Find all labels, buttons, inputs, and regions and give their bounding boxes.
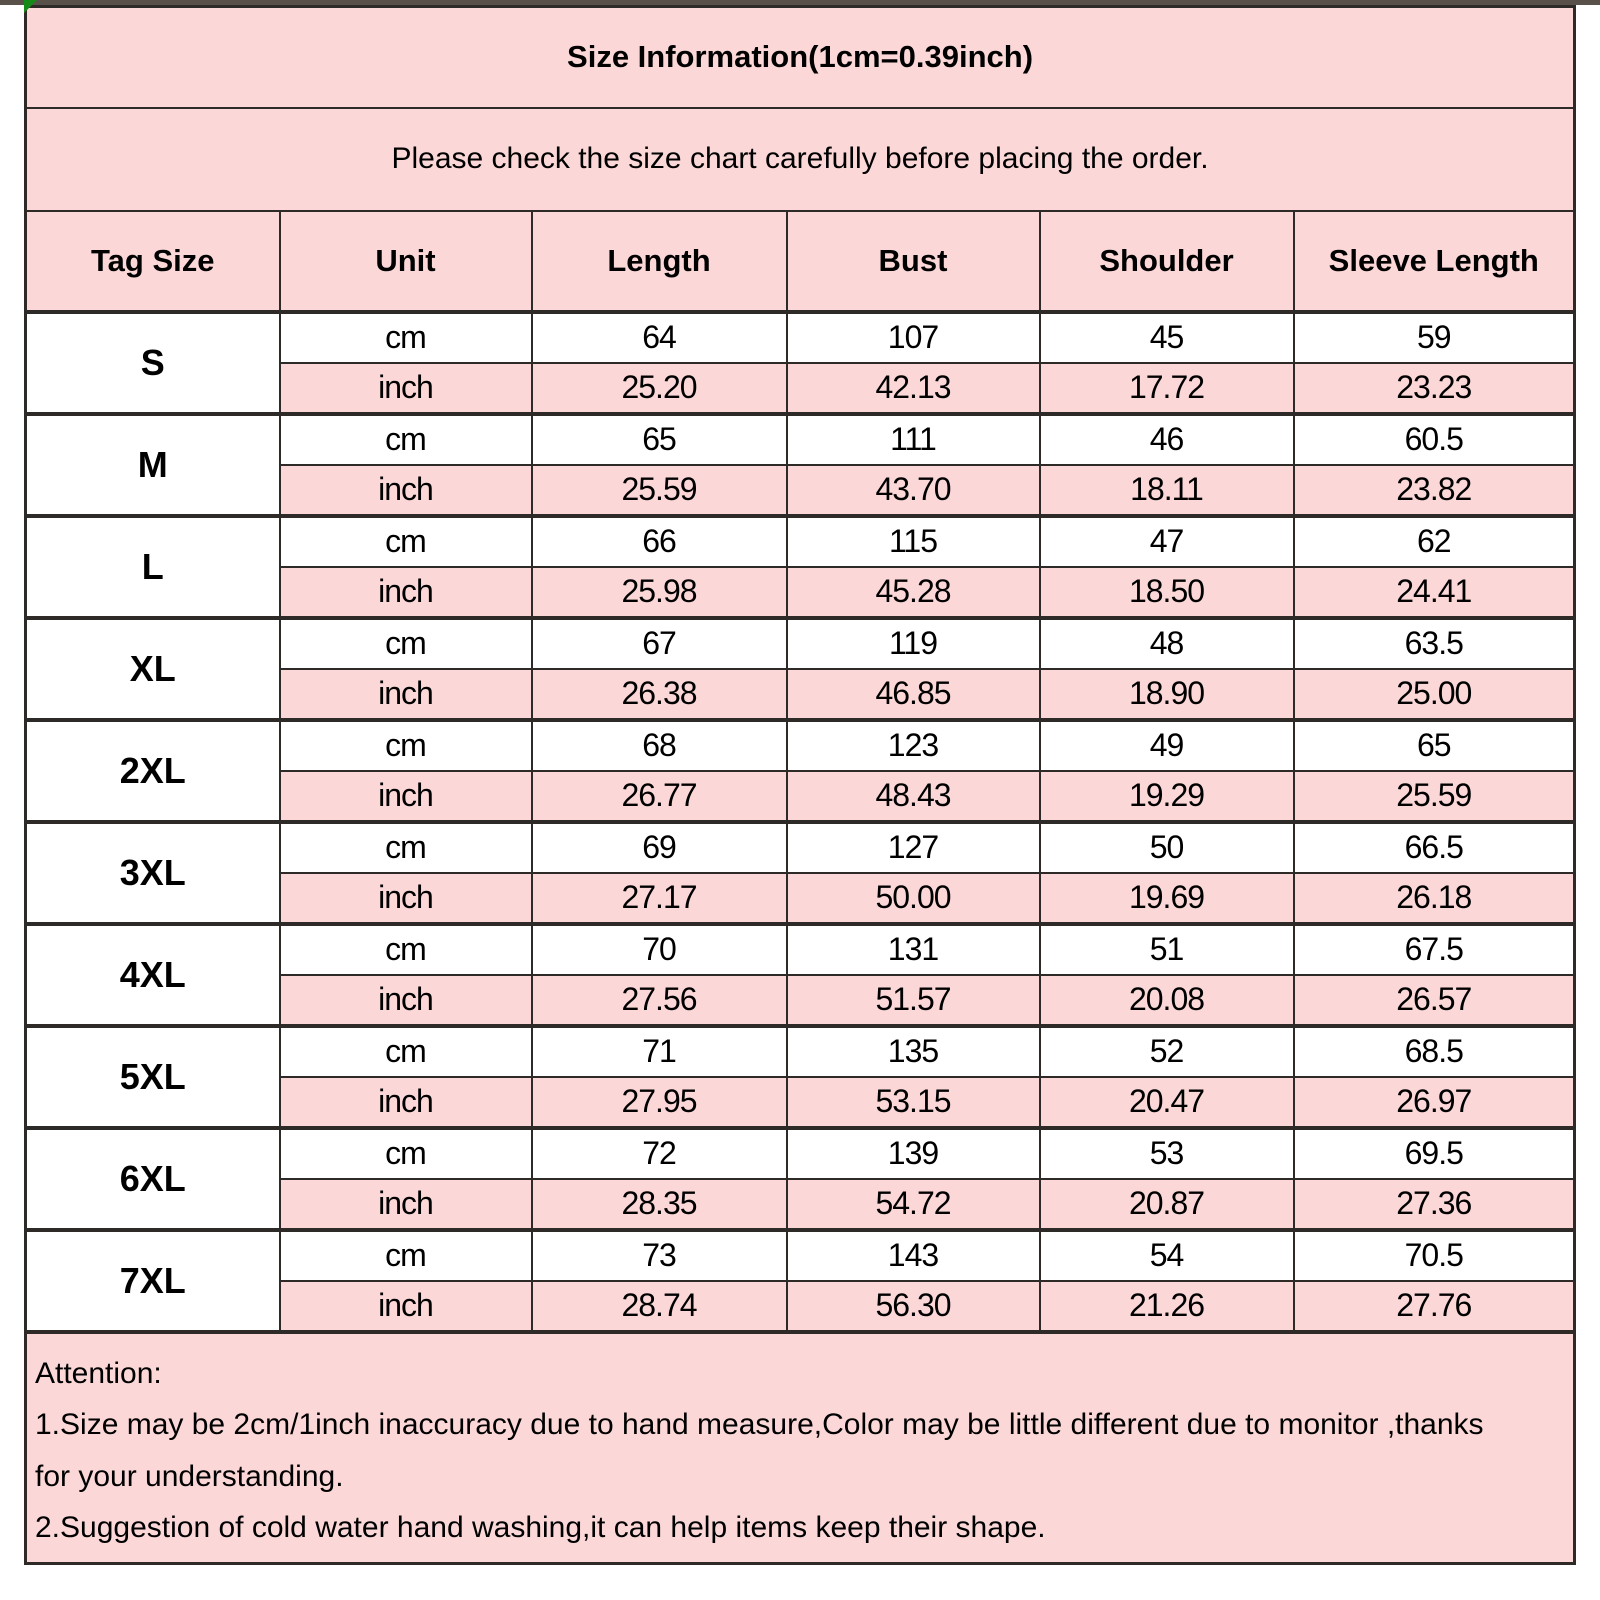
measurement-value-cm: 143 bbox=[787, 1230, 1040, 1281]
measurement-value-cm: 119 bbox=[787, 618, 1040, 669]
measurement-value-cm: 70.5 bbox=[1294, 1230, 1575, 1281]
measurement-value-inch: 45.28 bbox=[787, 567, 1040, 618]
measurement-value-inch: 46.85 bbox=[787, 669, 1040, 720]
measurement-value-inch: 18.50 bbox=[1040, 567, 1294, 618]
measurement-value-inch: 18.90 bbox=[1040, 669, 1294, 720]
measurement-value-inch: 19.69 bbox=[1040, 873, 1294, 924]
measurement-value-cm: 69 bbox=[532, 822, 787, 873]
measurement-value-cm: 46 bbox=[1040, 414, 1294, 465]
measurement-value-inch: 20.87 bbox=[1040, 1179, 1294, 1230]
unit-label-inch: inch bbox=[280, 771, 532, 822]
column-header-shoulder: Shoulder bbox=[1040, 211, 1294, 312]
tag-size-cell: S bbox=[26, 312, 280, 414]
size-row-cm bbox=[26, 312, 1575, 363]
unit-label-cm: cm bbox=[280, 1026, 532, 1077]
unit-label-inch: inch bbox=[280, 567, 532, 618]
measurement-value-inch: 28.74 bbox=[532, 1281, 787, 1332]
measurement-value-inch: 26.97 bbox=[1294, 1077, 1575, 1128]
unit-label-cm: cm bbox=[280, 924, 532, 975]
green-corner-marker-icon bbox=[24, 0, 37, 13]
unit-label-inch: inch bbox=[280, 975, 532, 1026]
measurement-value-cm: 48 bbox=[1040, 618, 1294, 669]
measurement-value-inch: 27.36 bbox=[1294, 1179, 1575, 1230]
size-row-cm bbox=[26, 924, 1575, 975]
measurement-value-inch: 20.47 bbox=[1040, 1077, 1294, 1128]
tag-size-cell: XL bbox=[26, 618, 280, 720]
unit-label-inch: inch bbox=[280, 1179, 532, 1230]
unit-label-cm: cm bbox=[280, 414, 532, 465]
tag-size-cell: 6XL bbox=[26, 1128, 280, 1230]
measurement-value-inch: 51.57 bbox=[787, 975, 1040, 1026]
measurement-value-inch: 19.29 bbox=[1040, 771, 1294, 822]
measurement-value-inch: 42.13 bbox=[787, 363, 1040, 414]
measurement-value-cm: 65 bbox=[532, 414, 787, 465]
unit-label-cm: cm bbox=[280, 516, 532, 567]
measurement-value-inch: 26.77 bbox=[532, 771, 787, 822]
measurement-value-cm: 70 bbox=[532, 924, 787, 975]
unit-label-inch: inch bbox=[280, 873, 532, 924]
measurement-value-cm: 71 bbox=[532, 1026, 787, 1077]
size-row-cm bbox=[26, 618, 1575, 669]
measurement-value-inch: 23.23 bbox=[1294, 363, 1575, 414]
size-table bbox=[24, 5, 1576, 1565]
measurement-value-inch: 26.57 bbox=[1294, 975, 1575, 1026]
measurement-value-cm: 66 bbox=[532, 516, 787, 567]
measurement-value-cm: 51 bbox=[1040, 924, 1294, 975]
unit-label-inch: inch bbox=[280, 1281, 532, 1332]
measurement-value-cm: 73 bbox=[532, 1230, 787, 1281]
measurement-value-cm: 67 bbox=[532, 618, 787, 669]
tag-size-cell: 4XL bbox=[26, 924, 280, 1026]
unit-label-cm: cm bbox=[280, 312, 532, 363]
tag-size-cell: 5XL bbox=[26, 1026, 280, 1128]
measurement-value-inch: 50.00 bbox=[787, 873, 1040, 924]
measurement-value-inch: 18.11 bbox=[1040, 465, 1294, 516]
table-header-row bbox=[26, 211, 1575, 312]
unit-label-cm: cm bbox=[280, 1128, 532, 1179]
attention-row bbox=[26, 1332, 1575, 1564]
measurement-value-inch: 27.76 bbox=[1294, 1281, 1575, 1332]
unit-label-cm: cm bbox=[280, 720, 532, 771]
measurement-value-inch: 26.38 bbox=[532, 669, 787, 720]
unit-label-cm: cm bbox=[280, 1230, 532, 1281]
measurement-value-cm: 135 bbox=[787, 1026, 1040, 1077]
measurement-value-inch: 20.08 bbox=[1040, 975, 1294, 1026]
measurement-value-inch: 25.59 bbox=[1294, 771, 1575, 822]
measurement-value-inch: 53.15 bbox=[787, 1077, 1040, 1128]
attention-note-1: 1.Size may be 2cm/1inch inaccuracy due to hand measure,Color may be little different due to monitor ,thanks for your understanding. bbox=[35, 1408, 1484, 1493]
measurement-value-cm: 68 bbox=[532, 720, 787, 771]
measurement-value-cm: 123 bbox=[787, 720, 1040, 771]
tag-size-cell: L bbox=[26, 516, 280, 618]
measurement-value-cm: 127 bbox=[787, 822, 1040, 873]
measurement-value-cm: 63.5 bbox=[1294, 618, 1575, 669]
size-row-cm bbox=[26, 720, 1575, 771]
measurement-value-cm: 54 bbox=[1040, 1230, 1294, 1281]
measurement-value-inch: 17.72 bbox=[1040, 363, 1294, 414]
unit-label-inch: inch bbox=[280, 363, 532, 414]
measurement-value-inch: 24.41 bbox=[1294, 567, 1575, 618]
measurement-value-cm: 115 bbox=[787, 516, 1040, 567]
measurement-value-cm: 47 bbox=[1040, 516, 1294, 567]
size-row-cm bbox=[26, 516, 1575, 567]
measurement-value-inch: 54.72 bbox=[787, 1179, 1040, 1230]
measurement-value-cm: 59 bbox=[1294, 312, 1575, 363]
size-row-cm bbox=[26, 1128, 1575, 1179]
subtitle-row bbox=[26, 108, 1575, 211]
column-header-sleeve-length: Sleeve Length bbox=[1294, 211, 1575, 312]
measurement-value-cm: 45 bbox=[1040, 312, 1294, 363]
measurement-value-inch: 56.30 bbox=[787, 1281, 1040, 1332]
measurement-value-inch: 25.98 bbox=[532, 567, 787, 618]
measurement-value-cm: 68.5 bbox=[1294, 1026, 1575, 1077]
measurement-value-inch: 27.56 bbox=[532, 975, 787, 1026]
measurement-value-cm: 69.5 bbox=[1294, 1128, 1575, 1179]
measurement-value-cm: 67.5 bbox=[1294, 924, 1575, 975]
size-row-cm bbox=[26, 1026, 1575, 1077]
tag-size-cell: 3XL bbox=[26, 822, 280, 924]
measurement-value-cm: 111 bbox=[787, 414, 1040, 465]
column-header-tag-size: Tag Size bbox=[26, 211, 280, 312]
measurement-value-cm: 64 bbox=[532, 312, 787, 363]
measurement-value-inch: 27.95 bbox=[532, 1077, 787, 1128]
measurement-value-cm: 139 bbox=[787, 1128, 1040, 1179]
size-row-cm bbox=[26, 1230, 1575, 1281]
page-title: Size Information(1cm=0.39inch) bbox=[26, 7, 1575, 108]
measurement-value-cm: 62 bbox=[1294, 516, 1575, 567]
measurement-value-inch: 23.82 bbox=[1294, 465, 1575, 516]
measurement-value-cm: 107 bbox=[787, 312, 1040, 363]
unit-label-inch: inch bbox=[280, 1077, 532, 1128]
tag-size-cell: 7XL bbox=[26, 1230, 280, 1332]
size-row-cm bbox=[26, 414, 1575, 465]
title-row bbox=[26, 7, 1575, 108]
unit-label-cm: cm bbox=[280, 822, 532, 873]
size-row-cm bbox=[26, 822, 1575, 873]
measurement-value-cm: 52 bbox=[1040, 1026, 1294, 1077]
size-table-body bbox=[26, 312, 1575, 1332]
measurement-value-inch: 26.18 bbox=[1294, 873, 1575, 924]
measurement-value-cm: 131 bbox=[787, 924, 1040, 975]
attention-heading: Attention: bbox=[35, 1356, 162, 1390]
measurement-value-inch: 48.43 bbox=[787, 771, 1040, 822]
unit-label-inch: inch bbox=[280, 669, 532, 720]
measurement-value-inch: 43.70 bbox=[787, 465, 1040, 516]
measurement-value-inch: 28.35 bbox=[532, 1179, 787, 1230]
measurement-value-cm: 72 bbox=[532, 1128, 787, 1179]
measurement-value-cm: 65 bbox=[1294, 720, 1575, 771]
page-subtitle: Please check the size chart carefully before placing the order. bbox=[26, 108, 1575, 211]
measurement-value-cm: 60.5 bbox=[1294, 414, 1575, 465]
column-header-bust: Bust bbox=[787, 211, 1040, 312]
measurement-value-inch: 27.17 bbox=[532, 873, 787, 924]
column-header-unit: Unit bbox=[280, 211, 532, 312]
tag-size-cell: M bbox=[26, 414, 280, 516]
measurement-value-cm: 66.5 bbox=[1294, 822, 1575, 873]
unit-label-inch: inch bbox=[280, 465, 532, 516]
measurement-value-cm: 49 bbox=[1040, 720, 1294, 771]
attention-note-2: 2.Suggestion of cold water hand washing,it can help items keep their shape. bbox=[35, 1511, 1046, 1545]
measurement-value-inch: 25.20 bbox=[532, 363, 787, 414]
attention-block bbox=[26, 1332, 1575, 1564]
tag-size-cell: 2XL bbox=[26, 720, 280, 822]
column-header-length: Length bbox=[532, 211, 787, 312]
measurement-value-inch: 25.00 bbox=[1294, 669, 1575, 720]
measurement-value-inch: 21.26 bbox=[1040, 1281, 1294, 1332]
measurement-value-inch: 25.59 bbox=[532, 465, 787, 516]
unit-label-cm: cm bbox=[280, 618, 532, 669]
measurement-value-cm: 53 bbox=[1040, 1128, 1294, 1179]
measurement-value-cm: 50 bbox=[1040, 822, 1294, 873]
